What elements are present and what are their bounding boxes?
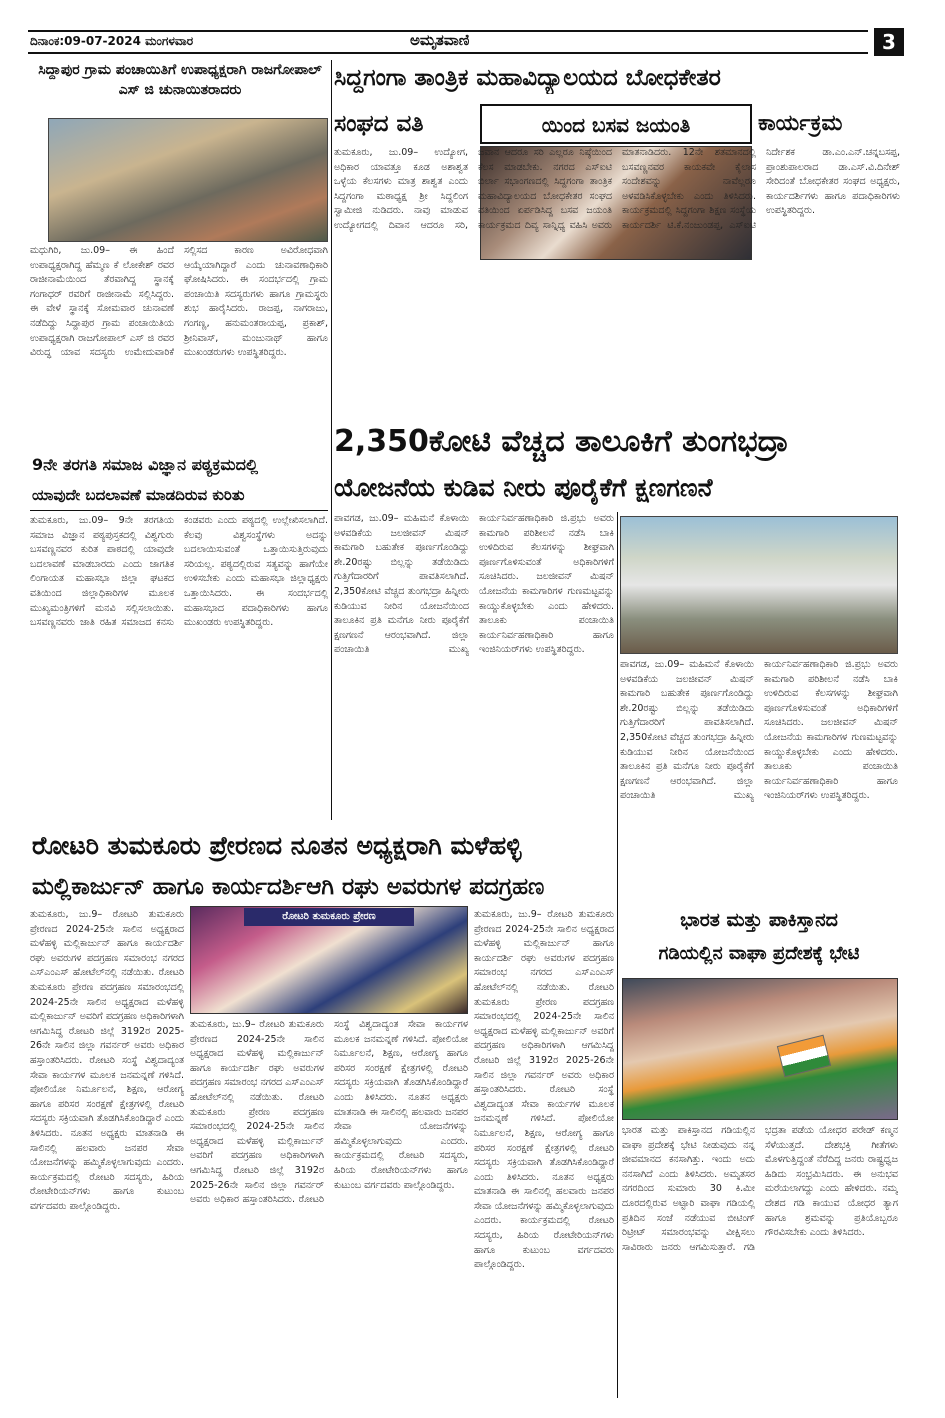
article-5-photo-banner: ರೋಟರಿ ತುಮಕೂರು ಪ್ರೇರಣ: [244, 908, 414, 926]
article-2-body: ತುಮಕೂರು, ಜು.09– ಉದ್ಯೋಗ, ಅಧಿಕಾರ ಯಾವತ್ತೂ ಕೂಡ ಅಶಾಶ್ವತ ಒಳ್ಳೆಯ ಕೆಲಸಗಳು ಮಾತ್ರ ಶಾಶ್ವತ ಎಂದು ಸಿದ್ದಗಂಗಾ ಮಠಾಧ್ಯಕ್ಷ ಶ್ರೀ ಸಿದ್ದಲಿಂಗ ಸ್ವಾಮೀಜಿ ನುಡಿದರು. ನಾವು ಮಾಡುವ ಉದ್ಯೋಗದಲ್ಲಿ ದಿವಾನ ಆದರೂ ಸರಿ, ಜವಾನ ಆದರೂ ಸರಿ ಎಲ್ಲರೂ ನಿಷ್ಠೆಯಿಂದ ಕೆಲಸ ಮಾಡಬೇಕು. ನಗರದ ಎಸ್‌ಐಟಿ ಬಿರ್ಲಾ ಸಭಾಂಗಣದಲ್ಲಿ ಸಿದ್ದಗಂಗಾ ತಾಂತ್ರಿಕ ಮಹಾವಿದ್ಯಾಲಯದ ಬೋಧಕೇತರ ಸಂಘದ ವತಿಯಿಂದ ಏರ್ಪಡಿಸಿದ್ದ ಬಸವ ಜಯಂತಿ ಕಾರ್ಯಕ್ರಮದ ದಿವ್ಯ ಸಾನ್ನಿಧ್ಯ ವಹಿಸಿ ಅವರು ಮಾತನಾಡಿದರು. 12ನೇ ಶತಮಾನದಲ್ಲಿ ಬಸವಣ್ಣನವರ ಕಾಯಕವೇ ಕೈಲಾಸ ಸಂದೇಶವನ್ನು ನಾವೆಲ್ಲರೂ ಅಳವಡಿಸಿಕೊಳ್ಳಬೇಕು ಎಂದು ತಿಳಿಸಿದರು. ಕಾರ್ಯಕ್ರಮದಲ್ಲಿ ಸಿದ್ದಗಂಗಾ ಶಿಕ್ಷಣ ಸಂಸ್ಥೆಯ ಕಾರ್ಯದರ್ಶಿ ಟಿ.ಕೆ.ನಂಜುಂಡಪ್ಪ, ಎಸ್‌ಐಟಿ ನಿರ್ದೇಶಕ ಡಾ.ಎಂ.ಎನ್.ಚನ್ನಬಸಪ್ಪ, ಪ್ರಾಂಶುಪಾಲರಾದ ಡಾ.ಎಸ್.ವಿ.ದಿನೇಶ್ ಸೇರಿದಂತೆ ಬೋಧಕೇತರ ಸಂಘದ ಅಧ್ಯಕ್ಷರು, ಕಾರ್ಯದರ್ಶಿಗಳು ಹಾಗೂ ಪದಾಧಿಕಾರಿಗಳು ಉಪಸ್ಥಿತರಿದ್ದರು.: [334, 147, 900, 231]
article-1-headline: ಸಿದ್ದಾಪುರ ಗ್ರಾಮ ಪಂಚಾಯಿತಿಗೆ ಉಪಾಧ್ಯಕ್ಷರಾಗಿ ರಾಜಗೋಪಾಲ್ ಎಸ್ ಜಿ ಚುನಾಯಿತರಾದರು: [38, 62, 322, 98]
column-divider: [617, 512, 618, 1398]
article-6-body: ಭಾರತ ಮತ್ತು ಪಾಕಿಸ್ತಾನದ ಗಡಿಯಲ್ಲಿನ ವಾಘಾ ಪ್ರದೇಶಕ್ಕೆ ಭೇಟಿ ನೀಡುವುದು ನನ್ನ ಜೀವಮಾನದ ಕನಸಾಗಿತ್ತು. ಇಂದು ಅದು ನನಸಾಗಿದೆ ಎಂದು ತಿಳಿಸಿದರು. ಅಮೃತಸರ ನಗರದಿಂದ ಸುಮಾರು 30 ಕಿ.ಮೀ ದೂರದಲ್ಲಿರುವ ಅಟ್ಟಾರಿ ವಾಘಾ ಗಡಿಯಲ್ಲಿ ಪ್ರತಿದಿನ ಸಂಜೆ ನಡೆಯುವ ಬೀಟಿಂಗ್ ರಿಟ್ರೀಟ್ ಸಮಾರಂಭವನ್ನು ವೀಕ್ಷಿಸಲು ಸಾವಿರಾರು ಜನರು ಆಗಮಿಸುತ್ತಾರೆ. ಗಡಿ ಭದ್ರತಾ ಪಡೆಯ ಯೋಧರ ಪರೇಡ್ ಕಣ್ಮನ ಸೆಳೆಯುತ್ತದೆ. ದೇಶಭಕ್ತಿ ಗೀತೆಗಳು ಮೊಳಗುತ್ತಿದ್ದಂತೆ ನೆರೆದಿದ್ದ ಜನರು ರಾಷ್ಟ್ರಧ್ವಜ ಹಿಡಿದು ಸಂಭ್ರಮಿಸಿದರು. ಈ ಅನುಭವ ಮರೆಯಲಾಗದ್ದು ಎಂದು ಹೇಳಿದರು. ನಮ್ಮ ದೇಶದ ಗಡಿ ಕಾಯುವ ಯೋಧರ ತ್ಯಾಗ ಹಾಗೂ ಶ್ರಮವನ್ನು ಪ್ರತಿಯೊಬ್ಬರೂ ಗೌರವಿಸಬೇಕು ಎಂದು ತಿಳಿಸಿದರು.: [622, 1125, 898, 1253]
article-4-photo: [620, 516, 898, 654]
article-2-headline-line2b: ಯಿಂದ ಬಸವ ಜಯಂತಿ: [480, 104, 752, 144]
article-5-headline-line2: ಮಲ್ಲಿಕಾರ್ಜುನ್ ಹಾಗೂ ಕಾರ್ಯದರ್ಶಿಆಗಿ ರಘು ಅವರುಗಳ ಪದಗ್ರಹಣ: [32, 874, 545, 900]
article-3-headline-line2: ಯಾವುದೇ ಬದಲಾವಣೆ ಮಾಡದಿರುವ ಕುರಿತು: [32, 486, 245, 504]
column-divider: [331, 60, 332, 820]
article-5-headline-line1: ರೋಟರಿ ತುಮಕೂರು ಪ್ರೇರಣದ ನೂತನ ಅಧ್ಯಕ್ಷರಾಗಿ ಮಳೆಹಳ್ಳಿ: [32, 831, 522, 860]
article-3-body: ತುಮಕೂರು, ಜು.09– 9ನೇ ತರಗತಿಯ ಸಮಾಜ ವಿಜ್ಞಾನ ಪಠ್ಯಪುಸ್ತಕದಲ್ಲಿ ವಿಶ್ವಗುರು ಬಸವಣ್ಣನವರ ಕುರಿತ ಪಾಠದಲ್ಲಿ ಯಾವುದೇ ಬದಲಾವಣೆ ಮಾಡಬಾರದು ಎಂದು ಜಾಗತಿಕ ಲಿಂಗಾಯತ ಮಹಾಸಭಾ ಜಿಲ್ಲಾ ಘಟಕದ ವತಿಯಿಂದ ಜಿಲ್ಲಾಧಿಕಾರಿಗಳ ಮೂಲಕ ಮುಖ್ಯಮಂತ್ರಿಗಳಿಗೆ ಮನವಿ ಸಲ್ಲಿಸಲಾಯಿತು. ಬಸವಣ್ಣನವರು ಜಾತಿ ರಹಿತ ಸಮಾಜದ ಕನಸು ಕಂಡವರು ಎಂದು ಪಠ್ಯದಲ್ಲಿ ಉಲ್ಲೇಖಿಸಲಾಗಿದೆ. ಕೆಲವು ವಿಶ್ವಸಂಸ್ಥೆಗಳು ಅದನ್ನು ಬದಲಾಯಿಸುವಂತೆ ಒತ್ತಾಯಿಸುತ್ತಿರುವುದು ಸರಿಯಲ್ಲ. ಪಠ್ಯದಲ್ಲಿರುವ ಸತ್ಯವನ್ನು ಹಾಗೆಯೇ ಉಳಿಸಬೇಕು ಎಂದು ಮಹಾಸಭಾ ಜಿಲ್ಲಾಧ್ಯಕ್ಷರು ಒತ್ತಾಯಿಸಿದರು. ಈ ಸಂದರ್ಭದಲ್ಲಿ ಮಹಾಸಭಾದ ಪದಾಧಿಕಾರಿಗಳು ಹಾಗೂ ಮುಖಂಡರು ಉಪಸ್ಥಿತರಿದ್ದರು.: [30, 515, 328, 629]
article-4-headline-line1: 2,350ಕೋಟಿ ವೆಚ್ಚದ ತಾಲೂಕಿಗೆ ತುಂಗಭದ್ರಾ: [334, 424, 789, 459]
article-1-body: ಮಧುಗಿರಿ, ಜು.09– ಈ ಹಿಂದೆ ಉಪಾಧ್ಯಕ್ಷರಾಗಿದ್ದ ಹೆಮ್ಮಣ ಕೆ ಲೋಕೇಶ್ ರವರ ರಾಜೀನಾಮೆಯಿಂದ ತೆರವಾಗಿದ್ದ ಸ್ಥಾನಕ್ಕೆ ಗಂಗಾಧರ್ ರವರಿಗೆ ರಾಜೀನಾಮೆ ಸಲ್ಲಿಸಿದ್ದರು. ಈ ವೇಳೆ ಸ್ಥಾನಕ್ಕೆ ಸೋಮವಾರ ಚುನಾವಣೆ ನಡೆದಿದ್ದು ಸಿದ್ದಾಪುರ ಗ್ರಾಮ ಪಂಚಾಯಿತಿಯ ಉಪಾಧ್ಯಕ್ಷರಾಗಿ ರಾಜಗೋಪಾಲ್ ಎಸ್ ಜಿ ರವರ ವಿರುದ್ಧ ಯಾವ ಸದಸ್ಯರು ಉಮೇದುವಾರಿಕೆ ಸಲ್ಲಿಸದ ಕಾರಣ ಅವಿರೋಧವಾಗಿ ಆಯ್ಕೆಯಾಗಿದ್ದಾರೆ ಎಂದು ಚುನಾವಣಾಧಿಕಾರಿ ಘೋಷಿಸಿದರು. ಈ ಸಂದರ್ಭದಲ್ಲಿ ಗ್ರಾಮ ಪಂಚಾಯಿತಿ ಸದಸ್ಯರುಗಳು ಹಾಗೂ ಗ್ರಾಮಸ್ಥರು ಶುಭ ಹಾರೈಸಿದರು. ರಾಜಪ್ಪ, ನಾಗರಾಜು, ಗಂಗಣ್ಣ, ಹನುಮಂತರಾಯಪ್ಪ, ಪ್ರಕಾಶ್, ಶ್ರೀನಿವಾಸ್, ಮಂಜುನಾಥ್ ಹಾಗೂ ಮುಖಂಡರುಗಳು ಉಪಸ್ಥಿತರಿದ್ದರು.: [30, 245, 328, 359]
article-2-headline-line2c: ಕಾರ್ಯಕ್ರಮ: [758, 111, 843, 136]
article-5-body-left: ತುಮಕೂರು, ಜು.9– ರೋಟರಿ ತುಮಕೂರು ಪ್ರೇರಣದ 2024-25ನೇ ಸಾಲಿನ ಅಧ್ಯಕ್ಷರಾದ ಮಳೆಹಳ್ಳಿ ಮಲ್ಲಿಕಾರ್ಜುನ್ ಹಾಗೂ ಕಾರ್ಯದರ್ಶಿ ರಘು ಅವರುಗಳ ಪದಗ್ರಹಣ ಸಮಾರಂಭ ನಗರದ ಎಸ್‌ಎಂಎಸ್ ಹೋಟೆಲ್‌ನಲ್ಲಿ ನಡೆಯಿತು. ರೋಟರಿ ತುಮಕೂರು ಪ್ರೇರಣ ಪದಗ್ರಹಣ ಸಮಾರಂಭದಲ್ಲಿ 2024-25ನೇ ಸಾಲಿನ ಅಧ್ಯಕ್ಷರಾದ ಮಳೆಹಳ್ಳಿ ಮಲ್ಲಿಕಾರ್ಜುನ್ ಅವರಿಗೆ ಪದಗ್ರಹಣ ಅಧಿಕಾರಿಗಳಾಗಿ ಆಗಮಿಸಿದ್ದ ರೋಟರಿ ಜಿಲ್ಲೆ 3192ರ 2025-26ನೇ ಸಾಲಿನ ಜಿಲ್ಲಾ ಗವರ್ನರ್ ಅವರು ಅಧಿಕಾರ ಹಸ್ತಾಂತರಿಸಿದರು. ರೋಟರಿ ಸಂಸ್ಥೆ ವಿಶ್ವದಾದ್ಯಂತ ಸೇವಾ ಕಾರ್ಯಗಳ ಮೂಲಕ ಜನಮನ್ನಣೆ ಗಳಿಸಿದೆ. ಪೋಲಿಯೋ ನಿರ್ಮೂಲನೆ, ಶಿಕ್ಷಣ, ಆರೋಗ್ಯ ಹಾಗೂ ಪರಿಸರ ಸಂರಕ್ಷಣೆ ಕ್ಷೇತ್ರಗಳಲ್ಲಿ ರೋಟರಿ ಸದಸ್ಯರು ಸಕ್ರಿಯವಾಗಿ ತೊಡಗಿಸಿಕೊಂಡಿದ್ದಾರೆ ಎಂದು ತಿಳಿಸಿದರು. ನೂತನ ಅಧ್ಯಕ್ಷರು ಮಾತನಾಡಿ ಈ ಸಾಲಿನಲ್ಲಿ ಹಲವಾರು ಜನಪರ ಸೇವಾ ಯೋಜನೆಗಳನ್ನು ಹಮ್ಮಿಕೊಳ್ಳಲಾಗುವುದು ಎಂದರು. ಕಾರ್ಯಕ್ರಮದಲ್ಲಿ ರೋಟರಿ ಸದಸ್ಯರು, ಹಿರಿಯ ರೋಟೇರಿಯನ್‌ಗಳು ಹಾಗೂ ಕುಟುಂಬ ವರ್ಗದವರು ಪಾಲ್ಗೊಂಡಿದ್ದರು.: [30, 909, 184, 1212]
article-2-headline-line1: ಸಿದ್ದಗಂಗಾ ತಾಂತ್ರಿಕ ಮಹಾವಿದ್ಯಾಲಯದ ಬೋಧಕೇತರ: [334, 65, 721, 91]
masthead-bottom-rule: [28, 52, 868, 54]
article-6-headline-line2: ಗಡಿಯಲ್ಲಿನ ವಾಘಾ ಪ್ರದೇಶಕ್ಕೆ ಭೇಟಿ: [658, 943, 860, 964]
article-4-body-right: ಪಾವಗಡ, ಜು.09– ಮಹಿಮನೆ ಕೊಳಾಯಿ ಅಳವಡಿಕೆಯ ಜಲಜೀವನ್ ಮಿಷನ್ ಕಾಮಗಾರಿ ಬಹುತೇಕ ಪೂರ್ಣಗೊಂಡಿದ್ದು ಶೇ.20ರಷ್ಟು ಬಿಲ್ಲನ್ನು ತಡೆಯಿಡಿದು ಗುತ್ತಿಗೆದಾರರಿಗೆ ಪಾವತಿಸಲಾಗಿದೆ. 2,350ಕೋಟಿ ವೆಚ್ಚದ ತುಂಗಭದ್ರಾ ಹಿನ್ನೀರು ಕುಡಿಯುವ ನೀರಿನ ಯೋಜನೆಯಿಂದ ತಾಲೂಕಿನ ಪ್ರತಿ ಮನೆಗೂ ನೀರು ಪೂರೈಕೆಗೆ ಕ್ಷಣಗಣನೆ ಆರಂಭವಾಗಿದೆ. ಜಿಲ್ಲಾ ಪಂಚಾಯಿತಿ ಮುಖ್ಯ ಕಾರ್ಯನಿರ್ವಹಣಾಧಿಕಾರಿ ಜಿ.ಪ್ರಭು ಅವರು ಕಾಮಗಾರಿ ಪರಿಶೀಲನೆ ನಡೆಸಿ ಬಾಕಿ ಉಳಿದಿರುವ ಕೆಲಸಗಳನ್ನು ಶೀಘ್ರವಾಗಿ ಪೂರ್ಣಗೊಳಿಸುವಂತೆ ಅಧಿಕಾರಿಗಳಿಗೆ ಸೂಚಿಸಿದರು. ಜಲಜೀವನ್ ಮಿಷನ್ ಯೋಜನೆಯ ಕಾಮಗಾರಿಗಳ ಗುಣಮಟ್ಟವನ್ನು ಕಾಯ್ದುಕೊಳ್ಳಬೇಕು ಎಂದು ಹೇಳಿದರು. ತಾಲೂಕು ಪಂಚಾಯಿತಿ ಕಾರ್ಯನಿರ್ವಹಣಾಧಿಕಾರಿ ಹಾಗೂ ಇಂಜಿನಿಯರ್‌ಗಳು ಉಪಸ್ಥಿತರಿದ್ದರು.: [620, 659, 898, 802]
article-3-headline-line1: 9ನೇ ತರಗತಿ ಸಮಾಜ ವಿಜ್ಞಾನ ಪಠ್ಯಕ್ರಮದಲ್ಲಿ: [32, 455, 259, 474]
article-6-headline-line1: ಭಾರತ ಮತ್ತು ಪಾಕಿಸ್ತಾನದ: [680, 909, 838, 931]
article-1-photo: [48, 118, 328, 242]
article-5-body-middle: ತುಮಕೂರು, ಜು.9– ರೋಟರಿ ತುಮಕೂರು ಪ್ರೇರಣದ 2024-25ನೇ ಸಾಲಿನ ಅಧ್ಯಕ್ಷರಾದ ಮಳೆಹಳ್ಳಿ ಮಲ್ಲಿಕಾರ್ಜುನ್ ಹಾಗೂ ಕಾರ್ಯದರ್ಶಿ ರಘು ಅವರುಗಳ ಪದಗ್ರಹಣ ಸಮಾರಂಭ ನಗರದ ಎಸ್‌ಎಂಎಸ್ ಹೋಟೆಲ್‌ನಲ್ಲಿ ನಡೆಯಿತು. ರೋಟರಿ ತುಮಕೂರು ಪ್ರೇರಣ ಪದಗ್ರಹಣ ಸಮಾರಂಭದಲ್ಲಿ 2024-25ನೇ ಸಾಲಿನ ಅಧ್ಯಕ್ಷರಾದ ಮಳೆಹಳ್ಳಿ ಮಲ್ಲಿಕಾರ್ಜುನ್ ಅವರಿಗೆ ಪದಗ್ರಹಣ ಅಧಿಕಾರಿಗಳಾಗಿ ಆಗಮಿಸಿದ್ದ ರೋಟರಿ ಜಿಲ್ಲೆ 3192ರ 2025-26ನೇ ಸಾಲಿನ ಜಿಲ್ಲಾ ಗವರ್ನರ್ ಅವರು ಅಧಿಕಾರ ಹಸ್ತಾಂತರಿಸಿದರು. ರೋಟರಿ ಸಂಸ್ಥೆ ವಿಶ್ವದಾದ್ಯಂತ ಸೇವಾ ಕಾರ್ಯಗಳ ಮೂಲಕ ಜನಮನ್ನಣೆ ಗಳಿಸಿದೆ. ಪೋಲಿಯೋ ನಿರ್ಮೂಲನೆ, ಶಿಕ್ಷಣ, ಆರೋಗ್ಯ ಹಾಗೂ ಪರಿಸರ ಸಂರಕ್ಷಣೆ ಕ್ಷೇತ್ರಗಳಲ್ಲಿ ರೋಟರಿ ಸದಸ್ಯರು ಸಕ್ರಿಯವಾಗಿ ತೊಡಗಿಸಿಕೊಂಡಿದ್ದಾರೆ ಎಂದು ತಿಳಿಸಿದರು. ನೂತನ ಅಧ್ಯಕ್ಷರು ಮಾತನಾಡಿ ಈ ಸಾಲಿನಲ್ಲಿ ಹಲವಾರು ಜನಪರ ಸೇವಾ ಯೋಜನೆಗಳನ್ನು ಹಮ್ಮಿಕೊಳ್ಳಲಾಗುವುದು ಎಂದರು. ಕಾರ್ಯಕ್ರಮದಲ್ಲಿ ರೋಟರಿ ಸದಸ್ಯರು, ಹಿರಿಯ ರೋಟೇರಿಯನ್‌ಗಳು ಹಾಗೂ ಕುಟುಂಬ ವರ್ಗದವರು ಪಾಲ್ಗೊಂಡಿದ್ದರು.: [190, 1019, 468, 1206]
date-line: ದಿನಾಂಕ:09-07-2024 ಮಂಗಳವಾರ: [30, 34, 194, 48]
article-6-photo: [622, 978, 898, 1120]
article-3-rule: [30, 510, 328, 511]
article-5-body-right: ತುಮಕೂರು, ಜು.9– ರೋಟರಿ ತುಮಕೂರು ಪ್ರೇರಣದ 2024-25ನೇ ಸಾಲಿನ ಅಧ್ಯಕ್ಷರಾದ ಮಳೆಹಳ್ಳಿ ಮಲ್ಲಿಕಾರ್ಜುನ್ ಹಾಗೂ ಕಾರ್ಯದರ್ಶಿ ರಘು ಅವರುಗಳ ಪದಗ್ರಹಣ ಸಮಾರಂಭ ನಗರದ ಎಸ್‌ಎಂಎಸ್ ಹೋಟೆಲ್‌ನಲ್ಲಿ ನಡೆಯಿತು. ರೋಟರಿ ತುಮಕೂರು ಪ್ರೇರಣ ಪದಗ್ರಹಣ ಸಮಾರಂಭದಲ್ಲಿ 2024-25ನೇ ಸಾಲಿನ ಅಧ್ಯಕ್ಷರಾದ ಮಳೆಹಳ್ಳಿ ಮಲ್ಲಿಕಾರ್ಜುನ್ ಅವರಿಗೆ ಪದಗ್ರಹಣ ಅಧಿಕಾರಿಗಳಾಗಿ ಆಗಮಿಸಿದ್ದ ರೋಟರಿ ಜಿಲ್ಲೆ 3192ರ 2025-26ನೇ ಸಾಲಿನ ಜಿಲ್ಲಾ ಗವರ್ನರ್ ಅವರು ಅಧಿಕಾರ ಹಸ್ತಾಂತರಿಸಿದರು. ರೋಟರಿ ಸಂಸ್ಥೆ ವಿಶ್ವದಾದ್ಯಂತ ಸೇವಾ ಕಾರ್ಯಗಳ ಮೂಲಕ ಜನಮನ್ನಣೆ ಗಳಿಸಿದೆ. ಪೋಲಿಯೋ ನಿರ್ಮೂಲನೆ, ಶಿಕ್ಷಣ, ಆರೋಗ್ಯ ಹಾಗೂ ಪರಿಸರ ಸಂರಕ್ಷಣೆ ಕ್ಷೇತ್ರಗಳಲ್ಲಿ ರೋಟರಿ ಸದಸ್ಯರು ಸಕ್ರಿಯವಾಗಿ ತೊಡಗಿಸಿಕೊಂಡಿದ್ದಾರೆ ಎಂದು ತಿಳಿಸಿದರು. ನೂತನ ಅಧ್ಯಕ್ಷರು ಮಾತನಾಡಿ ಈ ಸಾಲಿನಲ್ಲಿ ಹಲವಾರು ಜನಪರ ಸೇವಾ ಯೋಜನೆಗಳನ್ನು ಹಮ್ಮಿಕೊಳ್ಳಲಾಗುವುದು ಎಂದರು. ಕಾರ್ಯಕ್ರಮದಲ್ಲಿ ರೋಟರಿ ಸದಸ್ಯರು, ಹಿರಿಯ ರೋಟೇರಿಯನ್‌ಗಳು ಹಾಗೂ ಕುಟುಂಬ ವರ್ಗದವರು ಪಾಲ್ಗೊಂಡಿದ್ದರು.: [474, 909, 614, 1271]
paper-name: ಅಮೃತವಾಣಿ: [410, 31, 470, 49]
article-4-headline-line2: ಯೋಜನೆಯ ಕುಡಿವ ನೀರು ಪೂರೈಕೆಗೆ ಕ್ಷಣಗಣನೆ: [334, 473, 713, 502]
article-4-body-left: ಪಾವಗಡ, ಜು.09– ಮಹಿಮನೆ ಕೊಳಾಯಿ ಅಳವಡಿಕೆಯ ಜಲಜೀವನ್ ಮಿಷನ್ ಕಾಮಗಾರಿ ಬಹುತೇಕ ಪೂರ್ಣಗೊಂಡಿದ್ದು ಶೇ.20ರಷ್ಟು ಬಿಲ್ಲನ್ನು ತಡೆಯಿಡಿದು ಗುತ್ತಿಗೆದಾರರಿಗೆ ಪಾವತಿಸಲಾಗಿದೆ. 2,350ಕೋಟಿ ವೆಚ್ಚದ ತುಂಗಭದ್ರಾ ಹಿನ್ನೀರು ಕುಡಿಯುವ ನೀರಿನ ಯೋಜನೆಯಿಂದ ತಾಲೂಕಿನ ಪ್ರತಿ ಮನೆಗೂ ನೀರು ಪೂರೈಕೆಗೆ ಕ್ಷಣಗಣನೆ ಆರಂಭವಾಗಿದೆ. ಜಿಲ್ಲಾ ಪಂಚಾಯಿತಿ ಮುಖ್ಯ ಕಾರ್ಯನಿರ್ವಹಣಾಧಿಕಾರಿ ಜಿ.ಪ್ರಭು ಅವರು ಕಾಮಗಾರಿ ಪರಿಶೀಲನೆ ನಡೆಸಿ ಬಾಕಿ ಉಳಿದಿರುವ ಕೆಲಸಗಳನ್ನು ಶೀಘ್ರವಾಗಿ ಪೂರ್ಣಗೊಳಿಸುವಂತೆ ಅಧಿಕಾರಿಗಳಿಗೆ ಸೂಚಿಸಿದರು. ಜಲಜೀವನ್ ಮಿಷನ್ ಯೋಜನೆಯ ಕಾಮಗಾರಿಗಳ ಗುಣಮಟ್ಟವನ್ನು ಕಾಯ್ದುಕೊಳ್ಳಬೇಕು ಎಂದು ಹೇಳಿದರು. ತಾಲೂಕು ಪಂಚಾಯಿತಿ ಕಾರ್ಯನಿರ್ವಹಣಾಧಿಕಾರಿ ಹಾಗೂ ಇಂಜಿನಿಯರ್‌ಗಳು ಉಪಸ್ಥಿತರಿದ್ದರು.: [334, 513, 614, 656]
page-number: 3: [874, 28, 904, 56]
article-2-headline-line2a: ಸಂಘದ ವತಿ: [334, 111, 424, 137]
